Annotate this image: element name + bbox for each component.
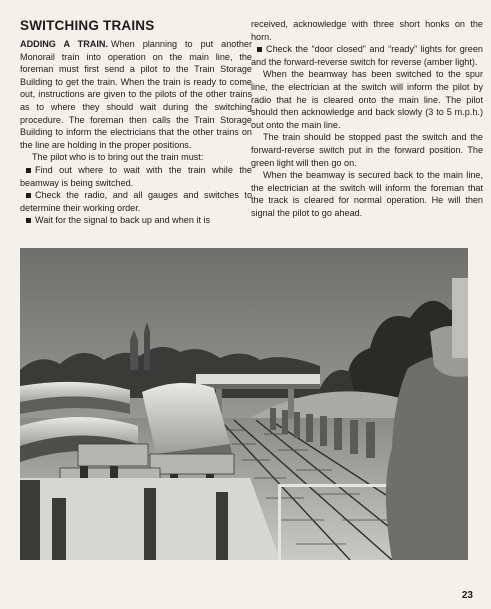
bullet-text: Find out where to wait with the train while the beamway is being switched. xyxy=(20,164,252,188)
bullet-item xyxy=(20,214,252,227)
right-column xyxy=(251,18,483,220)
paragraph-adding-train xyxy=(20,38,252,151)
bullet-text: Check the radio, and all gauges and switches to determine their working order. xyxy=(20,190,252,213)
paragraph-pilot-must: The pilot who is to bring out the train must: xyxy=(32,152,204,163)
paragraph-text: When planning to put another Monorail train into operation on the main line, the foreman must first send a pilot to the Train Storage Building to get the train. When the train is ready to come out, instructions are given to the pilots of the other trains as to where they should wait during the switching procedure. The foreman then calls the Train Storage Building to inform the electricians that the other trains on the line are holding in the proper positions. xyxy=(20,39,252,150)
bullet-item xyxy=(20,189,252,214)
left-column xyxy=(20,18,252,227)
bullet-item xyxy=(251,43,483,68)
bullet-icon xyxy=(26,193,31,198)
bullet-icon xyxy=(257,47,262,52)
bullet-icon xyxy=(26,218,31,223)
paragraph-continued: received, acknowledge with three short honks on the horn. xyxy=(251,19,483,42)
paragraph-beamway-secured: When the beamway is secured back to the main line, the electrician at the switch will inform the foreman that the track is cleared for normal operation. He will then signal the pilot to go ahead. xyxy=(251,170,483,218)
bullet-text: Check the “door closed” and “ready” lights for green and the forward-reverse switch for reverse (amber light). xyxy=(251,44,483,67)
monorail-switch-photo xyxy=(20,248,468,560)
page-number: 23 xyxy=(461,590,473,601)
bullet-icon xyxy=(26,168,31,173)
bullet-item xyxy=(20,164,252,189)
paragraph-beamway-switched: When the beamway has been switched to the spur line, the electrician at the switch will inform the pilot by radio that he is cleared onto the main line. The pilot should then acknowledge and back slowly (3 to 5 m.p.h.) out onto the main line. xyxy=(251,69,483,130)
subhead-adding-train: ADDING A TRAIN. xyxy=(20,39,108,49)
page-title: SWITCHING TRAINS xyxy=(20,18,155,33)
bullet-text: Wait for the signal to back up and when it is xyxy=(35,215,211,226)
paragraph-train-stopped: The train should be stopped past the switch and the forward-reverse switch put in the forward position. The green light will then go on. xyxy=(251,132,483,168)
